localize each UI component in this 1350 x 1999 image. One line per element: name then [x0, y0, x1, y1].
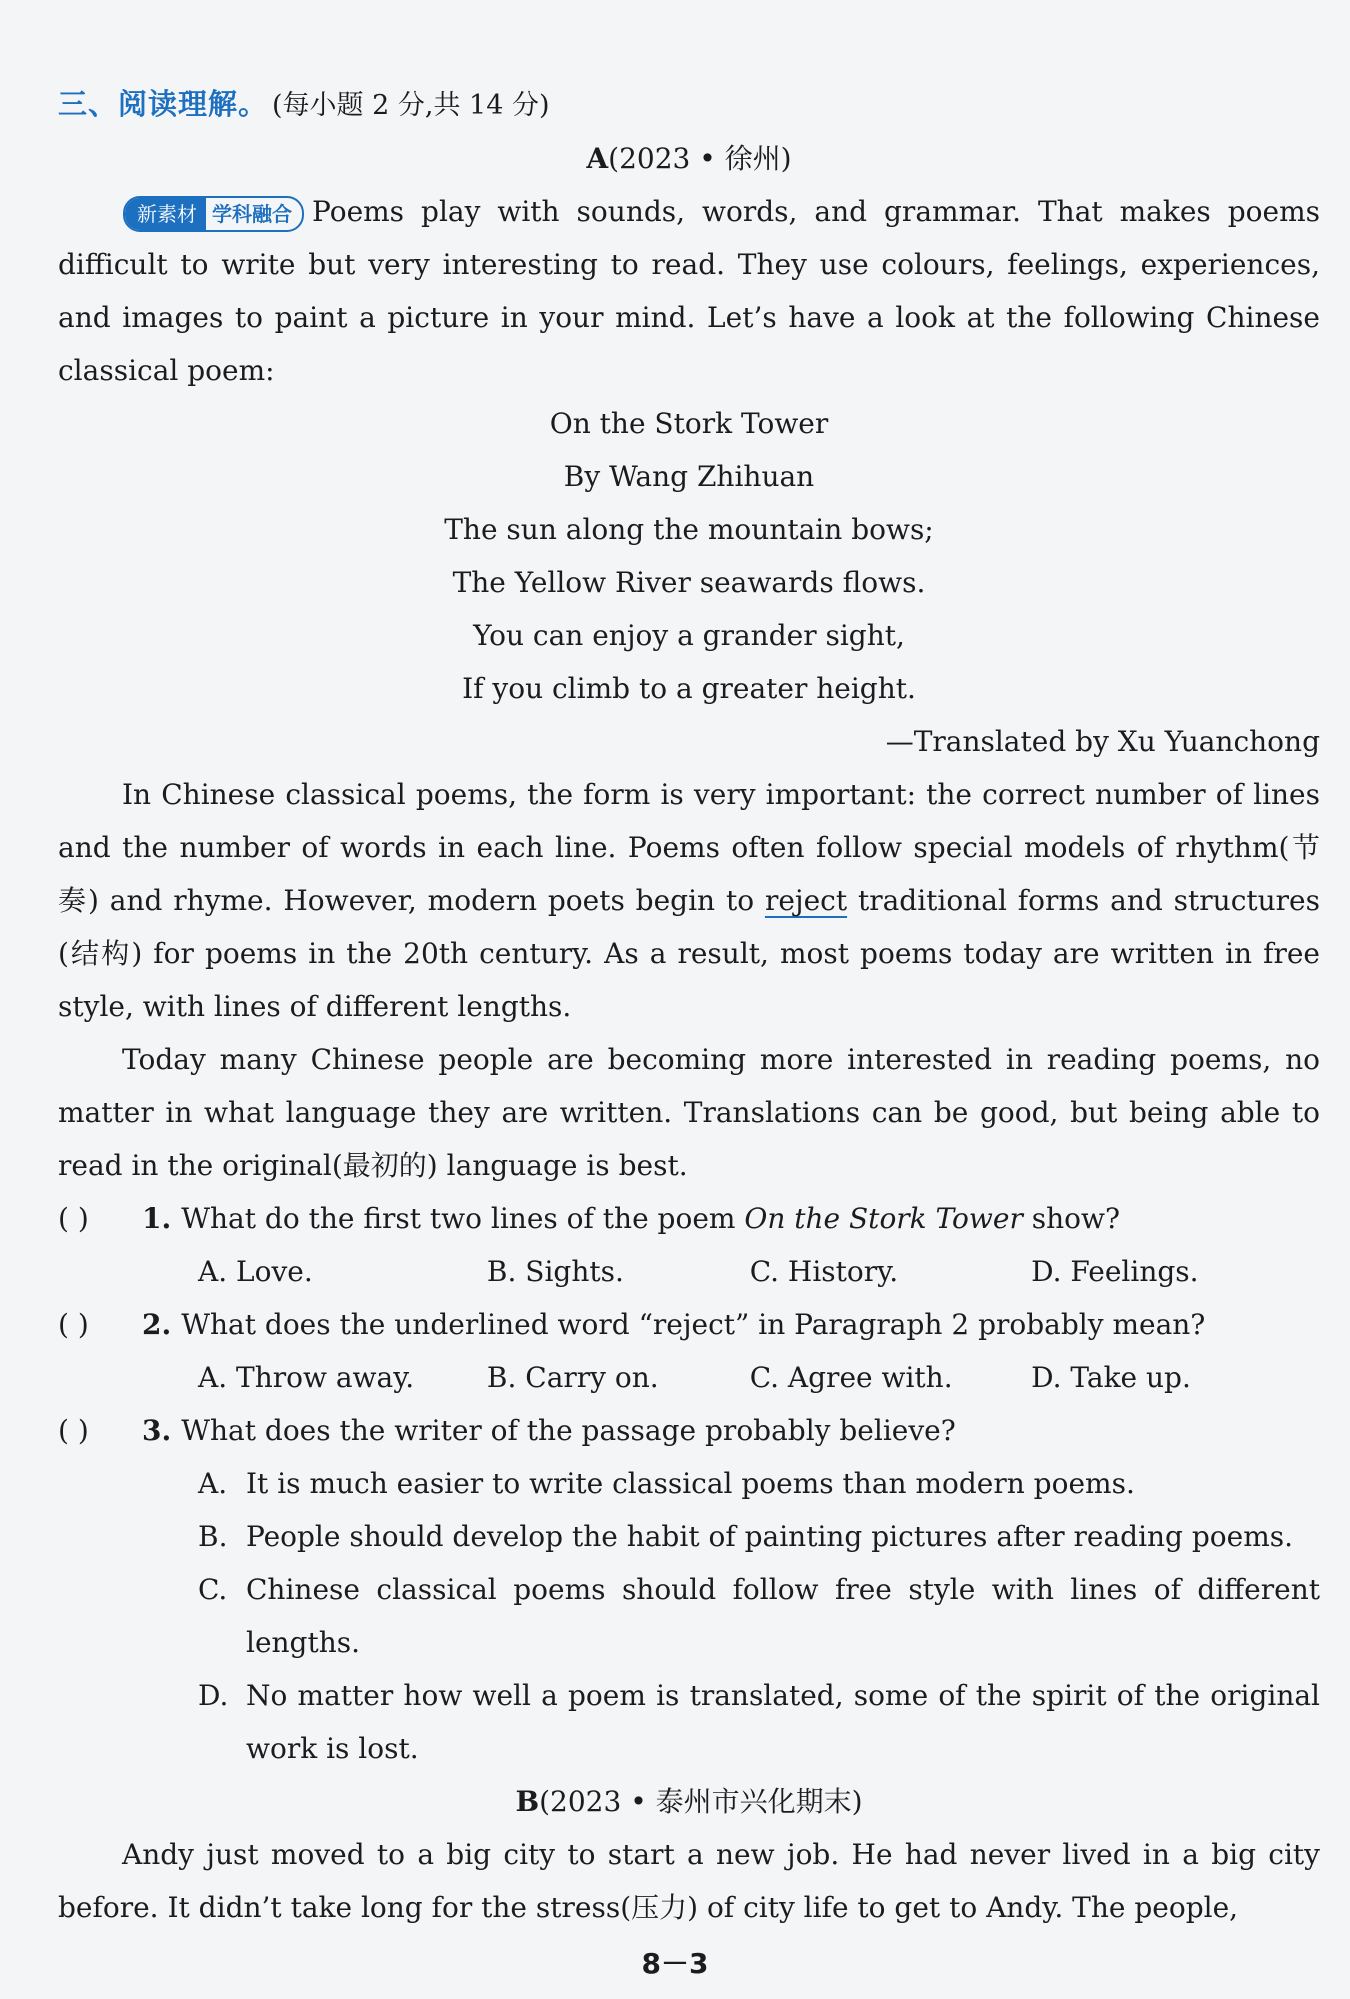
- question-text: What does the writer of the passage probably believe?: [181, 1414, 956, 1447]
- passage-a-paragraph-3: Today many Chinese people are becoming more interested in reading poems, no matter in what language they are written. Translations can be good, but being able to read in the original(最初的) language is best.: [58, 1043, 1320, 1182]
- option-text: People should develop the habit of painting pictures after reading poems.: [246, 1520, 1294, 1553]
- question-number: 1.: [142, 1202, 172, 1235]
- section-score-note: (每小题 2 分,共 14 分): [272, 90, 550, 121]
- option-letter: A.: [198, 1467, 228, 1500]
- passage-a-heading: [58, 132, 1320, 185]
- option-a[interactable]: A. Love.: [198, 1255, 313, 1288]
- answer-blank[interactable]: ( ): [58, 1308, 89, 1341]
- page-content: [58, 78, 1320, 1934]
- poem-line: The Yellow River seawards flows.: [452, 566, 926, 599]
- question-number: 2.: [142, 1308, 172, 1341]
- underlined-word: reject: [764, 884, 848, 917]
- poem-title: On the Stork Tower: [549, 407, 829, 440]
- paragraph-text: traditional forms and structures (结构) for poems in the 20th century. As a result, most poems today are written in free style, with lines of different lengths.: [58, 884, 1320, 1023]
- passage-a-paragraph-2: [58, 768, 1320, 1033]
- passage-a-source: (2023 • 徐州): [608, 142, 792, 175]
- answer-blank[interactable]: ( ): [58, 1202, 89, 1235]
- question-text: What does the underlined word “reject” in Paragraph 2 probably mean?: [181, 1308, 1206, 1341]
- passage-a-paragraph-1: [58, 185, 1320, 397]
- option-c[interactable]: C. History.: [749, 1255, 899, 1288]
- option-letter: C.: [198, 1573, 228, 1606]
- question-number: 3.: [142, 1414, 172, 1447]
- option-a[interactable]: A. Throw away.: [198, 1361, 415, 1394]
- poem-line: The sun along the mountain bows;: [444, 513, 934, 546]
- poem-block: [58, 397, 1320, 715]
- passage-a-letter: A: [586, 142, 609, 175]
- question-2-options: [198, 1351, 1320, 1404]
- poem-title-italic: On the Stork Tower: [744, 1202, 1023, 1235]
- option-a[interactable]: [198, 1457, 1320, 1510]
- page-number: 8－3: [641, 1947, 709, 1980]
- question-2: [58, 1298, 1320, 1351]
- option-d[interactable]: [198, 1669, 1320, 1775]
- passage-b-letter: B: [515, 1785, 540, 1818]
- poem-translator: —Translated by Xu Yuanchong: [885, 725, 1320, 758]
- new-material-tag: [123, 196, 304, 232]
- option-letter: D.: [198, 1679, 229, 1712]
- option-b[interactable]: [198, 1510, 1320, 1563]
- option-d[interactable]: D. Take up.: [1031, 1361, 1191, 1394]
- option-b[interactable]: B. Sights.: [486, 1255, 624, 1288]
- question-text-part: show?: [1022, 1202, 1120, 1235]
- tag-new-material: 新素材: [125, 198, 206, 230]
- passage-b-source: (2023 • 泰州市兴化期末): [539, 1785, 863, 1818]
- passage-b-heading: [58, 1775, 1320, 1828]
- option-letter: B.: [198, 1520, 228, 1553]
- option-b[interactable]: B. Carry on.: [486, 1361, 659, 1394]
- paragraph-text: In Chinese classical poems, the form is very important: the correct number of lines and the number of words in each line. Poems often follow special models of rhythm(节奏) and rhyme. However, modern poets begin to: [58, 778, 1320, 917]
- tag-subject-integration: 学科融合: [212, 201, 292, 226]
- option-d[interactable]: D. Feelings.: [1031, 1255, 1199, 1288]
- poem-line: You can enjoy a grander sight,: [473, 619, 905, 652]
- question-text-part: What do the first two lines of the poem: [181, 1202, 745, 1235]
- passage-b-paragraph-1: Andy just moved to a big city to start a new job. He had never lived in a big city before. It didn’t take long for the stress(压力) of city life to get to Andy. The people,: [58, 1838, 1320, 1924]
- question-text: [181, 1192, 1120, 1245]
- question-1-options: [198, 1245, 1320, 1298]
- paragraph-text: Poems play with sounds, words, and grammar. That makes poems difficult to write but very interesting to read. They use colours, feelings, experiences, and images to paint a picture in your mind. Let’s have a look at the following Chinese classical poem:: [58, 195, 1320, 387]
- poem-author: By Wang Zhihuan: [563, 460, 815, 493]
- section-header: [58, 78, 1320, 132]
- option-text: Chinese classical poems should follow free style with lines of different lengths.: [246, 1573, 1320, 1659]
- option-text: No matter how well a poem is translated, some of the spirit of the original work is lost.: [246, 1679, 1320, 1765]
- poem-line: If you climb to a greater height.: [462, 672, 916, 705]
- question-1: [58, 1192, 1320, 1245]
- option-text: It is much easier to write classical poems than modern poems.: [246, 1467, 1135, 1500]
- answer-blank[interactable]: ( ): [58, 1414, 89, 1447]
- section-title: 三、阅读理解。: [58, 87, 269, 121]
- question-3: [58, 1404, 1320, 1457]
- option-c[interactable]: [198, 1563, 1320, 1669]
- option-c[interactable]: C. Agree with.: [749, 1361, 953, 1394]
